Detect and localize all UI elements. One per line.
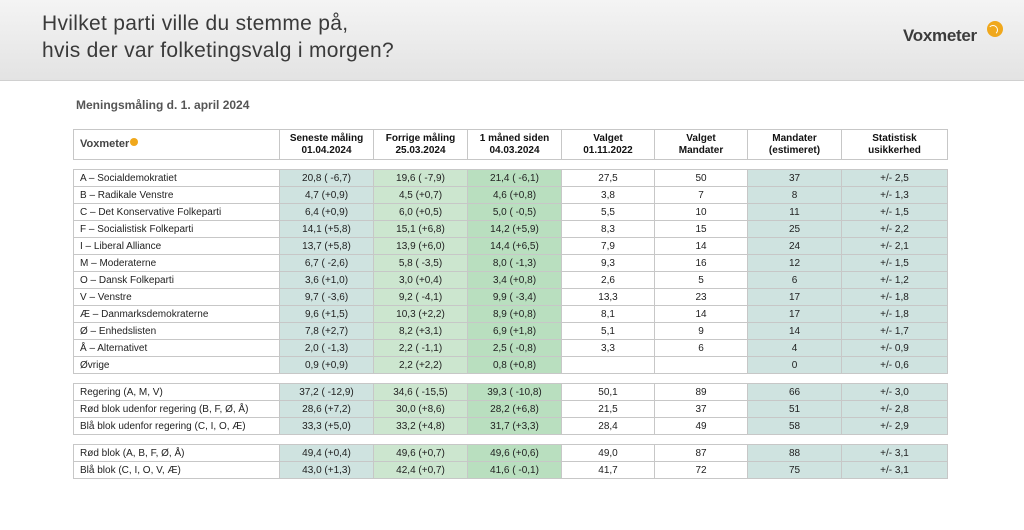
- row-label: O – Dansk Folkeparti: [74, 272, 280, 289]
- election-seats-cell: 9: [655, 323, 748, 340]
- latest-poll-cell: 9,6 (+1,5): [280, 306, 374, 323]
- row-label: Ø – Enhedslisten: [74, 323, 280, 340]
- sun-icon: [987, 21, 1003, 37]
- month-ago-cell: 0,8 (+0,8): [468, 357, 562, 374]
- row-label: Å – Alternativet: [74, 340, 280, 357]
- spacer-cell: [74, 160, 948, 170]
- election-seats-cell: 72: [655, 462, 748, 479]
- row-label: Rød blok udenfor regering (B, F, Ø, Å): [74, 401, 280, 418]
- column-header-line2: usikkerhed: [868, 144, 921, 156]
- election-result-cell: 8,3: [562, 221, 655, 238]
- row-label: Blå blok udenfor regering (C, I, O, Æ): [74, 418, 280, 435]
- uncertainty-cell: +/- 2,5: [842, 170, 948, 187]
- row-label: Regering (A, M, V): [74, 384, 280, 401]
- uncertainty-cell: +/- 0,9: [842, 340, 948, 357]
- table-row: [74, 289, 948, 306]
- previous-poll-cell: 33,2 (+4,8): [374, 418, 468, 435]
- row-label: I – Liberal Alliance: [74, 238, 280, 255]
- month-ago-cell: 41,6 ( -0,1): [468, 462, 562, 479]
- row-label: Blå blok (C, I, O, V, Æ): [74, 462, 280, 479]
- table-row: [74, 401, 948, 418]
- estimated-seats-cell: 12: [748, 255, 842, 272]
- uncertainty-cell: +/- 1,7: [842, 323, 948, 340]
- column-header-line2: 01.11.2022: [583, 144, 633, 156]
- election-result-cell: 28,4: [562, 418, 655, 435]
- estimated-seats-cell: 75: [748, 462, 842, 479]
- month-ago-cell: 3,4 (+0,8): [468, 272, 562, 289]
- latest-poll-cell: 37,2 ( -12,9): [280, 384, 374, 401]
- table-row: [74, 238, 948, 255]
- column-header: [280, 130, 374, 160]
- column-header-line1: Forrige måling: [385, 132, 456, 144]
- month-ago-cell: 8,0 ( -1,3): [468, 255, 562, 272]
- month-ago-cell: 4,6 (+0,8): [468, 187, 562, 204]
- previous-poll-cell: 5,8 ( -3,5): [374, 255, 468, 272]
- table-row: [74, 255, 948, 272]
- previous-poll-cell: 10,3 (+2,2): [374, 306, 468, 323]
- previous-poll-cell: 30,0 (+8,6): [374, 401, 468, 418]
- estimated-seats-cell: 14: [748, 323, 842, 340]
- election-result-cell: 21,5: [562, 401, 655, 418]
- column-header-line2: Mandater: [678, 144, 724, 156]
- table-row: [74, 204, 948, 221]
- election-seats-cell: 89: [655, 384, 748, 401]
- column-header-line1: Statistisk: [872, 132, 917, 144]
- month-ago-cell: 14,4 (+6,5): [468, 238, 562, 255]
- previous-poll-cell: 8,2 (+3,1): [374, 323, 468, 340]
- latest-poll-cell: 13,7 (+5,8): [280, 238, 374, 255]
- previous-poll-cell: 49,6 (+0,7): [374, 445, 468, 462]
- election-result-cell: 49,0: [562, 445, 655, 462]
- uncertainty-cell: +/- 0,6: [842, 357, 948, 374]
- election-seats-cell: 37: [655, 401, 748, 418]
- column-header: [468, 130, 562, 160]
- latest-poll-cell: 43,0 (+1,3): [280, 462, 374, 479]
- table-row: [74, 462, 948, 479]
- column-header: [748, 130, 842, 160]
- previous-poll-cell: 13,9 (+6,0): [374, 238, 468, 255]
- table-row: [74, 221, 948, 238]
- estimated-seats-cell: 66: [748, 384, 842, 401]
- election-result-cell: 3,3: [562, 340, 655, 357]
- row-label: C – Det Konservative Folkeparti: [74, 204, 280, 221]
- group-spacer: [74, 374, 948, 384]
- table-row: [74, 445, 948, 462]
- table-row: [74, 306, 948, 323]
- previous-poll-cell: 2,2 (+2,2): [374, 357, 468, 374]
- election-seats-cell: 14: [655, 238, 748, 255]
- uncertainty-cell: +/- 3,0: [842, 384, 948, 401]
- table-header-row: [74, 130, 948, 160]
- latest-poll-cell: 6,4 (+0,9): [280, 204, 374, 221]
- row-label: Rød blok (A, B, F, Ø, Å): [74, 445, 280, 462]
- page-title: [42, 10, 394, 64]
- group-spacer: [74, 160, 948, 170]
- uncertainty-cell: +/- 1,5: [842, 255, 948, 272]
- sun-icon: [130, 138, 138, 146]
- previous-poll-cell: 42,4 (+0,7): [374, 462, 468, 479]
- column-header: [842, 130, 948, 160]
- estimated-seats-cell: 58: [748, 418, 842, 435]
- column-header: [562, 130, 655, 160]
- table-row: [74, 170, 948, 187]
- row-label: M – Moderaterne: [74, 255, 280, 272]
- previous-poll-cell: 15,1 (+6,8): [374, 221, 468, 238]
- estimated-seats-cell: 4: [748, 340, 842, 357]
- previous-poll-cell: 4,5 (+0,7): [374, 187, 468, 204]
- estimated-seats-cell: 24: [748, 238, 842, 255]
- election-result-cell: 13,3: [562, 289, 655, 306]
- table-logo-text: Voxmeter: [80, 138, 130, 150]
- latest-poll-cell: 3,6 (+1,0): [280, 272, 374, 289]
- election-seats-cell: [655, 357, 748, 374]
- uncertainty-cell: +/- 3,1: [842, 445, 948, 462]
- election-result-cell: [562, 357, 655, 374]
- month-ago-cell: 8,9 (+0,8): [468, 306, 562, 323]
- uncertainty-cell: +/- 1,8: [842, 306, 948, 323]
- poll-date-heading: Meningsmåling d. 1. april 2024: [76, 98, 250, 112]
- header-banner: [0, 0, 1024, 81]
- election-result-cell: 5,5: [562, 204, 655, 221]
- estimated-seats-cell: 25: [748, 221, 842, 238]
- election-result-cell: 41,7: [562, 462, 655, 479]
- spacer-cell: [74, 374, 948, 384]
- latest-poll-cell: 0,9 (+0,9): [280, 357, 374, 374]
- latest-poll-cell: 49,4 (+0,4): [280, 445, 374, 462]
- latest-poll-cell: 33,3 (+5,0): [280, 418, 374, 435]
- column-header-line1: Seneste måling: [289, 132, 364, 144]
- month-ago-cell: 49,6 (+0,6): [468, 445, 562, 462]
- latest-poll-cell: 14,1 (+5,8): [280, 221, 374, 238]
- election-result-cell: 5,1: [562, 323, 655, 340]
- election-result-cell: 50,1: [562, 384, 655, 401]
- election-seats-cell: 49: [655, 418, 748, 435]
- election-result-cell: 8,1: [562, 306, 655, 323]
- table-row: [74, 272, 948, 289]
- voxmeter-logo: Voxmeter: [903, 26, 977, 45]
- estimated-seats-cell: 6: [748, 272, 842, 289]
- latest-poll-cell: 4,7 (+0,9): [280, 187, 374, 204]
- column-header-line1: 1 måned siden: [479, 132, 550, 144]
- estimated-seats-cell: 51: [748, 401, 842, 418]
- previous-poll-cell: 2,2 ( -1,1): [374, 340, 468, 357]
- table-row: [74, 340, 948, 357]
- column-header-line1: Valget: [686, 132, 716, 144]
- month-ago-cell: 21,4 ( -6,1): [468, 170, 562, 187]
- uncertainty-cell: +/- 2,8: [842, 401, 948, 418]
- table-row: [74, 187, 948, 204]
- row-label: B – Radikale Venstre: [74, 187, 280, 204]
- uncertainty-cell: +/- 2,9: [842, 418, 948, 435]
- election-seats-cell: 7: [655, 187, 748, 204]
- month-ago-cell: 9,9 ( -3,4): [468, 289, 562, 306]
- table-row: [74, 384, 948, 401]
- previous-poll-cell: 34,6 ( -15,5): [374, 384, 468, 401]
- column-header-line1: Valget: [593, 132, 623, 144]
- latest-poll-cell: 9,7 ( -3,6): [280, 289, 374, 306]
- row-label: A – Socialdemokratiet: [74, 170, 280, 187]
- group-spacer: [74, 435, 948, 445]
- election-seats-cell: 87: [655, 445, 748, 462]
- election-seats-cell: 6: [655, 340, 748, 357]
- month-ago-cell: 5,0 ( -0,5): [468, 204, 562, 221]
- latest-poll-cell: 28,6 (+7,2): [280, 401, 374, 418]
- table-row: [74, 418, 948, 435]
- estimated-seats-cell: 8: [748, 187, 842, 204]
- previous-poll-cell: 9,2 ( -4,1): [374, 289, 468, 306]
- election-result-cell: 27,5: [562, 170, 655, 187]
- estimated-seats-cell: 17: [748, 306, 842, 323]
- month-ago-cell: 2,5 ( -0,8): [468, 340, 562, 357]
- month-ago-cell: 6,9 (+1,8): [468, 323, 562, 340]
- column-header-line2: (estimeret): [768, 144, 821, 156]
- previous-poll-cell: 19,6 ( -7,9): [374, 170, 468, 187]
- column-header-line2: 04.03.2024: [489, 144, 540, 156]
- latest-poll-cell: 6,7 ( -2,6): [280, 255, 374, 272]
- column-header: [655, 130, 748, 160]
- estimated-seats-cell: 11: [748, 204, 842, 221]
- election-seats-cell: 5: [655, 272, 748, 289]
- estimated-seats-cell: 0: [748, 357, 842, 374]
- month-ago-cell: 31,7 (+3,3): [468, 418, 562, 435]
- column-header-line2: 25.03.2024: [395, 144, 446, 156]
- election-seats-cell: 16: [655, 255, 748, 272]
- poll-table: [73, 129, 948, 479]
- previous-poll-cell: 3,0 (+0,4): [374, 272, 468, 289]
- month-ago-cell: 39,3 ( -10,8): [468, 384, 562, 401]
- month-ago-cell: 28,2 (+6,8): [468, 401, 562, 418]
- election-seats-cell: 15: [655, 221, 748, 238]
- table-row: [74, 323, 948, 340]
- column-header: [374, 130, 468, 160]
- election-result-cell: 2,6: [562, 272, 655, 289]
- table-row: [74, 357, 948, 374]
- month-ago-cell: 14,2 (+5,9): [468, 221, 562, 238]
- title-line-2: hvis der var folketingsvalg i morgen?: [42, 39, 394, 62]
- uncertainty-cell: +/- 2,2: [842, 221, 948, 238]
- row-label: F – Socialistisk Folkeparti: [74, 221, 280, 238]
- estimated-seats-cell: 88: [748, 445, 842, 462]
- uncertainty-cell: +/- 1,3: [842, 187, 948, 204]
- column-header-line2: 01.04.2024: [301, 144, 352, 156]
- previous-poll-cell: 6,0 (+0,5): [374, 204, 468, 221]
- title-line-1: Hvilket parti ville du stemme på,: [42, 12, 349, 35]
- election-seats-cell: 23: [655, 289, 748, 306]
- uncertainty-cell: +/- 3,1: [842, 462, 948, 479]
- estimated-seats-cell: 37: [748, 170, 842, 187]
- uncertainty-cell: +/- 1,5: [842, 204, 948, 221]
- table-logo: [74, 130, 280, 160]
- estimated-seats-cell: 17: [748, 289, 842, 306]
- spacer-cell: [74, 435, 948, 445]
- election-seats-cell: 10: [655, 204, 748, 221]
- election-result-cell: 9,3: [562, 255, 655, 272]
- row-label: Æ – Danmarksdemokraterne: [74, 306, 280, 323]
- uncertainty-cell: +/- 1,8: [842, 289, 948, 306]
- election-seats-cell: 14: [655, 306, 748, 323]
- election-result-cell: 3,8: [562, 187, 655, 204]
- latest-poll-cell: 20,8 ( -6,7): [280, 170, 374, 187]
- latest-poll-cell: 2,0 ( -1,3): [280, 340, 374, 357]
- election-result-cell: 7,9: [562, 238, 655, 255]
- uncertainty-cell: +/- 2,1: [842, 238, 948, 255]
- latest-poll-cell: 7,8 (+2,7): [280, 323, 374, 340]
- election-seats-cell: 50: [655, 170, 748, 187]
- uncertainty-cell: +/- 1,2: [842, 272, 948, 289]
- column-header-line1: Mandater: [772, 132, 817, 144]
- row-label: Øvrige: [74, 357, 280, 374]
- row-label: V – Venstre: [74, 289, 280, 306]
